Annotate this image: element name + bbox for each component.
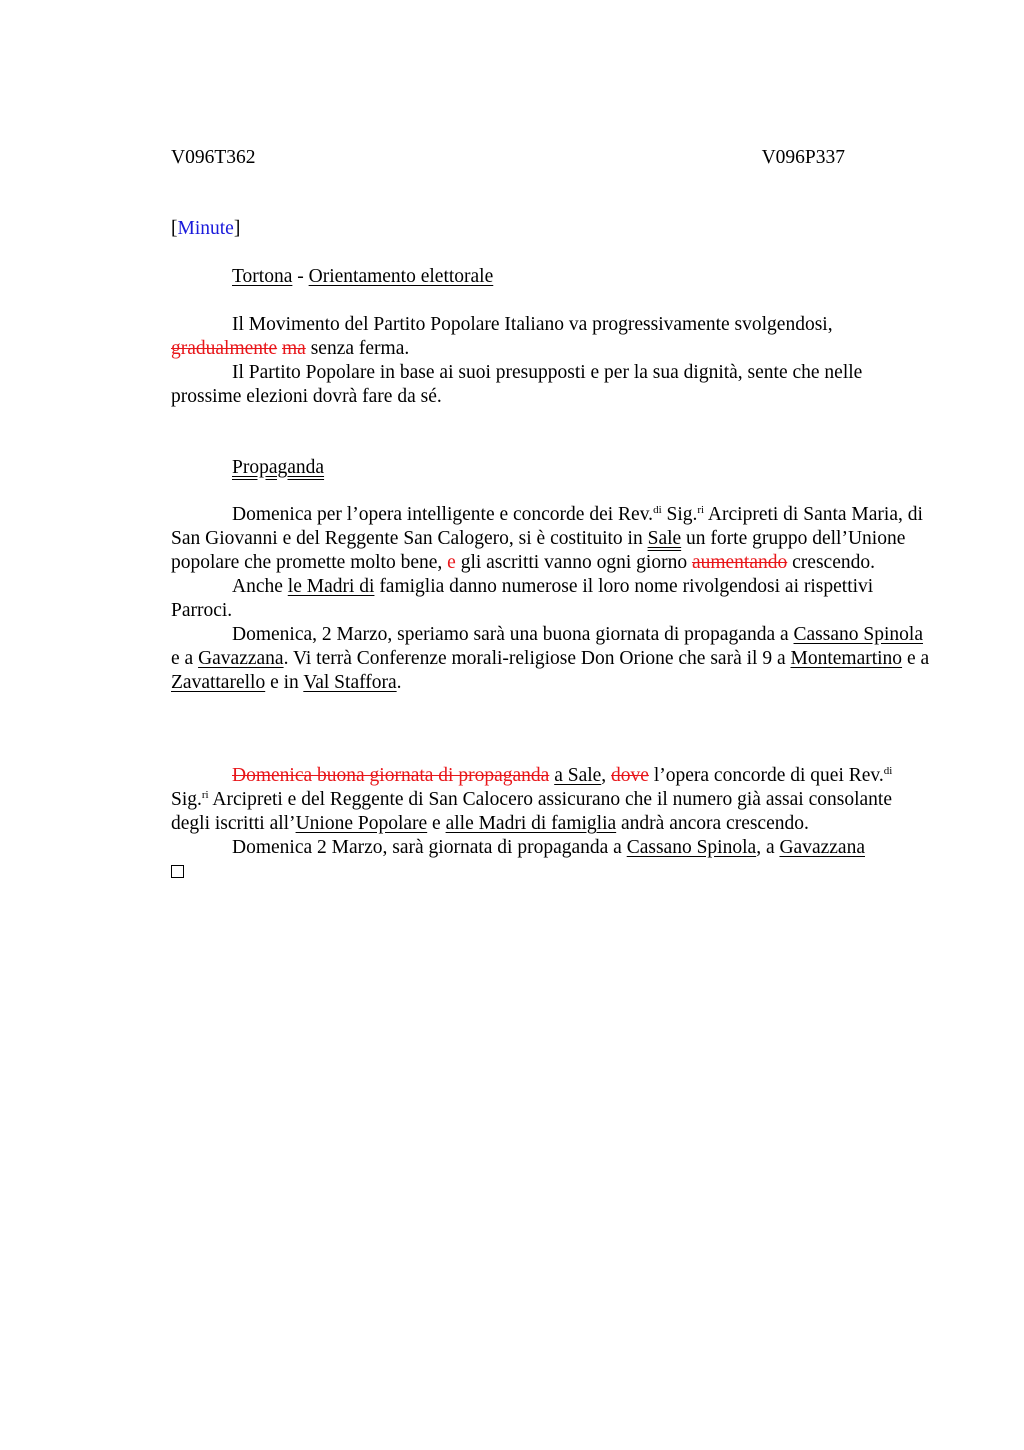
paragraph-revised-marzo	[171, 836, 931, 860]
section-tortona-body	[171, 313, 931, 409]
text: senza ferma.	[305, 338, 410, 359]
text: crescendo.	[787, 552, 875, 573]
bracket-open: [	[171, 218, 178, 239]
text: e in	[265, 672, 304, 693]
minute-label	[171, 217, 240, 241]
section-tortona-title	[171, 265, 931, 289]
minute-link[interactable]: Minute	[177, 218, 234, 239]
place-montemartino: Montemartino	[790, 648, 903, 669]
document-header	[171, 146, 845, 170]
title-propaganda: Propaganda	[232, 457, 325, 478]
place-cassano-spinola: Cassano Spinola	[793, 624, 923, 645]
title-tortona: Tortona	[232, 266, 293, 287]
underlined-text: le Madri di	[287, 576, 375, 597]
text: e a	[902, 648, 930, 669]
place-a-sale: a Sale	[554, 765, 602, 786]
text: Arcipreti di Santa Maria, di San Giovanni e del Reggente San Calogero, si è costituito in	[171, 504, 923, 549]
text: Sig.	[171, 789, 202, 810]
text: Il Movimento del Partito Popolare Italiano va progressivamente svolgendosi,	[232, 314, 833, 335]
place-gavazzana: Gavazzana	[198, 648, 284, 669]
deleted-text: aumentando	[691, 552, 788, 573]
deleted-text: dove	[611, 765, 649, 786]
deleted-text: ma	[282, 338, 306, 359]
header-left-code: V096T362	[171, 147, 256, 168]
text: . Vi terrà Conferenze morali-religiose Don Orione che sarà il 9 a	[283, 648, 791, 669]
superscript: ri	[201, 789, 209, 801]
place-gavazzana: Gavazzana	[779, 837, 865, 858]
superscript: di	[883, 765, 893, 777]
section-revision-body	[171, 764, 931, 884]
text: un forte gruppo dell’Unione popolare che promette molto bene,	[171, 528, 906, 573]
text: ,	[601, 765, 612, 786]
paragraph-domenica-marzo	[171, 623, 931, 695]
text: e	[427, 813, 446, 834]
text: l’opera concorde di quei Rev.	[648, 765, 884, 786]
header-right-code: V096P337	[761, 147, 845, 168]
section-propaganda-body	[171, 503, 931, 695]
paragraph-madri	[171, 575, 931, 623]
section-propaganda-title	[171, 456, 931, 480]
superscript: ri	[697, 504, 705, 516]
empty-square-icon	[171, 865, 184, 878]
title-orientamento: Orientamento elettorale	[308, 266, 494, 287]
deleted-text: Domenica buona giornata di propaganda	[232, 765, 550, 786]
text: Domenica 2 Marzo, sarà giornata di propaganda a	[232, 837, 627, 858]
text: Sig.	[661, 504, 698, 525]
text: andrà ancora crescendo.	[616, 813, 809, 834]
underlined-text: alle Madri di famiglia	[445, 813, 617, 834]
text: Arcipreti e del Reggente di San Calocero assicurano che il numero già assai consolante degli iscritti all’	[171, 789, 892, 834]
place-sale: Sale	[647, 528, 682, 549]
text: e a	[171, 648, 199, 669]
deleted-text: gradualmente	[171, 338, 278, 359]
end-marker	[171, 860, 931, 884]
inserted-text: e	[447, 552, 456, 573]
text: gli ascritti vanno ogni giorno	[455, 552, 692, 573]
paragraph-movimento	[171, 313, 931, 361]
paragraph-domenica-sale	[171, 503, 931, 575]
org-unione-popolare: Unione Popolare	[295, 813, 428, 834]
text: Anche	[232, 576, 288, 597]
text: , a	[756, 837, 780, 858]
title-separator: -	[292, 266, 309, 287]
text: .	[396, 672, 402, 693]
text: Domenica per l’opera intelligente e concorde dei Rev.	[232, 504, 654, 525]
text: Domenica, 2 Marzo, speriamo sarà una buona giornata di propaganda a	[232, 624, 794, 645]
paragraph-revised-sale	[171, 764, 931, 836]
bracket-close: ]	[233, 218, 241, 239]
place-zavattarello: Zavattarello	[171, 672, 266, 693]
paragraph-partito: Il Partito Popolare in base ai suoi presupposti e per la sua dignità, sente che nelle prossime elezioni dovrà fare da sé.	[171, 362, 863, 407]
text: famiglia danno numerose il loro nome rivolgendosi ai rispettivi Parroci.	[171, 576, 874, 621]
place-val-staffora: Val Staffora	[303, 672, 397, 693]
place-cassano-spinola: Cassano Spinola	[626, 837, 757, 858]
superscript: di	[653, 504, 662, 516]
